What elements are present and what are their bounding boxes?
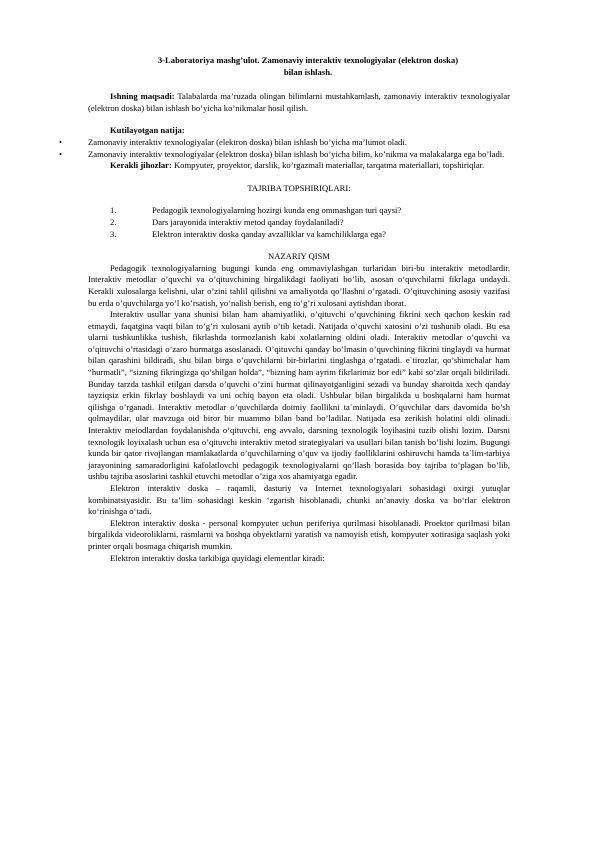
results-list: [59, 136, 510, 160]
task-number: 1.: [110, 205, 117, 216]
result-text: Zamonaviy interaktiv texnologiyalar (elektron doska) bilan ishlash bo’yicha bilim, ko’nikma va malakalarga ega bo’ladi.: [88, 148, 505, 159]
task-number: 3.: [110, 228, 117, 239]
bullet-icon: •: [59, 136, 63, 147]
theory-paragraph: Elektron interaktiv doska - personal kompyuter uchun periferiya qurilmasi hisoblanadi. Proektor qurilmasi bilan birgalikda videoroliklarni, rasmlarni va boshqa obyektlarni yaratish va namoyish etish, kompyuter xotirasiga saqlash yoki printer orqali bosmaga chiqarish mumkin.: [88, 517, 510, 551]
document-page: [59, 55, 510, 564]
tasks-list: [88, 205, 510, 240]
task-text: Elektron interaktiv doska qanday avzalliklar va kamchiliklarga ega?: [152, 228, 386, 239]
theory-paragraph: Elektron interaktiv doska – raqamli, dasturiy va Internet texnologiyalari sohasidagi oxirgi yutuqlar kombinatsiyasidir. Bu ta’lim sohasidagi keskin ‘zgarish hisoblanadi, chunki an’anaviy doska va bo‘rlar elektron ko‘rinishga o‘tadi.: [88, 483, 510, 517]
page-title: [88, 55, 510, 78]
theory-heading: NAZARIY QISM: [268, 251, 330, 262]
theory-paragraph: Elektron interaktiv doska tarkibiga quyidagi elementlar kiradi:: [110, 552, 325, 563]
task-text: Dars jarayonida interaktiv metod qanday foydalaniladi?: [152, 216, 344, 227]
tasks-heading: TAJRIBA TOPSHIRIQLARI:: [247, 182, 351, 193]
goal-text: Talabalarda ma’ruzada olingan bilimlarni mustahkamlash, zamonaviy interaktiv texnologiyalar (elektron doska) bilan ishlash bo’yicha ko’nikmalar hosil qilish.: [88, 91, 510, 113]
title-line-1: 3-Laboratoriya mashg’ulot. Zamonaviy interaktiv texnologiyalar (elektron doska): [157, 55, 459, 65]
equipment-paragraph: [88, 160, 510, 172]
list-item: [88, 229, 510, 241]
list-item: [59, 148, 510, 161]
list-item: [59, 136, 510, 149]
goal-label: Ishning maqsadi:: [110, 91, 175, 102]
goal-paragraph: [88, 91, 510, 114]
bullet-icon: •: [59, 148, 63, 159]
result-text: Zamonaviy interaktiv texnologiyalar (elektron doska) bilan ishlash bo’yicha ma’lumot oladi.: [88, 136, 407, 147]
results-label: Kutilayotgan natija:: [110, 125, 185, 136]
equipment-label: Kerakli jihozlar:: [110, 160, 172, 171]
equipment-text: Kompyuter, proyektor, darslik, ko’rgazmali materiallar, tarqatma materiallari, topshiriqlar.: [171, 160, 485, 171]
theory-paragraph: Interaktiv usullar yana shunisi bilan ham ahamiyatliki, o’qituvchi o’quvchining fikrini xech qachon keskin rad etmaydi, faqatgina vaqti bilan to’g’ri xulosani aytib o’tib ketadi. Natijada o’quvchi xatosini o’zi tushunib oladi. Bu esa ularni tushkunlikka tushish, fikrlashda tormozlanish kabi xolatlarning oldini oladi. Interaktiv metodlar o’quvchi va o’qituvchi o’rtasidagi o’zaro hurmatga asoslanadi. O’qituvchi qanday bo’lmasin o’quvchining fikrini tinglaydi va hurmat bilan qarashini bildiradi, shu bilan birga o’quvchilarni bir-birlarini tinglashga o’rgatadi. e`tirozlar, qo’shimchalar ham “hurmatli”, “sizning fikringizga qo’shilgan holda”, “bizning ham ayrim fikrlarimiz bor edi” kabi so’zlar orqali bildiriladi. Bunday tarzda tashkil etilgan darsda o’quvchi o’zini hurmat qilinayotganligini sezadi va bunday sharoitda xech qanday tayziqsiz erkin fikrlay boshlaydi va uni ochiq bayon eta oladi. Ushbular bilan birgalikda u boshqalarni ham hurmat qilishga o’rganadi. Interaktiv metodlar o’quvchilarda doimiy faollikni ta`minlaydi. O’quvchilar dars davomida bo’sh qolmaydilar, ular mavzuga oid biror bir muammo bilan band bo’ladilar. Natijada esa zerikish holatini oldi olinadi. Interaktiv meiodlardan foydalanishda o’qituvchi, eng avvalo, darsning texnologik loyihasini tuzib olishi lozim. Darsni texnologik loyixalash uchun esa o’qituvchi interaktiv metod strategiyalari va usullari bilan tanish bo’lishi lozim. Bugungi kunda bir qator rivojlangan mamlakatlarda o’quvchilarning o’quv va ijodiy faolliklarini oshiruvchi hamda ta`lim-tarbiya jarayonining samaradorligini kafolatlovchi pedagogik texnologiyalarni qo’llash borasida boy tajriba to’plagan bo’lib, ushbu tajriba asoslarini tashkil etuvchi metodlar o’ziga xos ahamiyatga egadir.: [88, 309, 510, 482]
task-number: 2.: [110, 216, 117, 227]
theory-paragraph: Pedagogik texnologiyalarning bugungi kunda eng ommaviylashgan turlaridan biri-bu interaktiv metodlardir. Interaktiv metodlar o’quvchi va o’qituvchining birgalikdagi faoliyati bo’lib, asosan o’quvchilarni fikrlaga undaydi. Kerakli xulosalarga kelishni, ular o’zini tahlil qilishni va amaliyotda qo’llashni o’rgatadi. O’qituvchining asosiy vazifasi bu erda o’quvchilarga yo’l ko’rsatish, yo’nalish berish, eng to’g’ri xulosani aytishdan iborat.: [88, 262, 510, 308]
task-text: Pedagogik texnologiyalarning hozirgi kunda eng ommashgan turi qaysi?: [152, 205, 402, 216]
list-item: [88, 205, 510, 217]
title-line-2: bilan ishlash.: [283, 66, 333, 77]
list-item: [88, 217, 510, 229]
